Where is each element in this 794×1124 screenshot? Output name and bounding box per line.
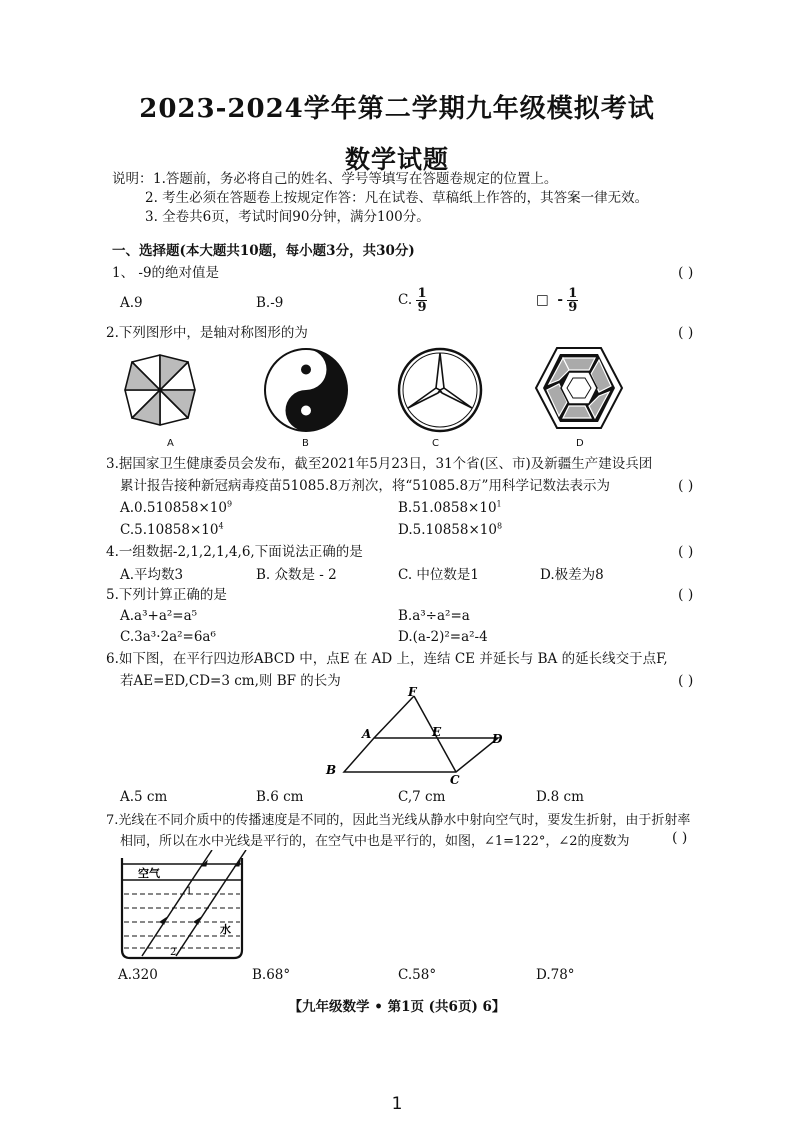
point-c-label: C <box>450 773 460 787</box>
q4-answer-paren: ( ) <box>678 544 694 560</box>
star-circle-figure <box>395 345 485 435</box>
q1-answer-paren: ( ) <box>678 265 694 281</box>
page-number: 1 <box>391 1094 403 1114</box>
fraction: $\frac{1}{9}$ <box>568 286 578 315</box>
angle-1-label: 1 <box>186 886 193 897</box>
instruction-3: 3. 全卷共6页，考试时间90分钟，满分100分。 <box>145 209 430 225</box>
q7-option-a: A.320 <box>118 967 158 983</box>
q6-stem-line1: 6.如下图，在平行四边形ABCD 中，点E 在 AD 上，连结 CE 并延长与 BA 的延长线交于点F, <box>106 651 668 667</box>
point-e-label: E <box>432 725 442 739</box>
q2-answer-paren: ( ) <box>678 325 694 341</box>
q5-option-a: A.a³+a²=a⁵ <box>120 608 198 624</box>
refraction-figure <box>116 850 252 966</box>
q5-option-c: C.3a³·2a²=6a⁶ <box>120 629 216 645</box>
exam-title: 2023-2024学年第二学期九年级模拟考试 <box>139 94 655 124</box>
q6-option-a: A.5 cm <box>120 789 168 805</box>
q4-option-a: A.平均数3 <box>120 567 184 583</box>
water-label: 水 <box>220 923 231 936</box>
fraction: $\frac{1}{9}$ <box>417 286 427 315</box>
instruction-1: 1.答题前，务必将自己的姓名、学号等填写在答题卷规定的位置上。 <box>153 171 558 187</box>
point-a-label: A <box>362 727 372 741</box>
q1-option-a: A.9 <box>120 295 143 311</box>
q6-option-c: C,7 cm <box>398 789 446 805</box>
air-label: 空气 <box>138 867 160 880</box>
instructions-prefix: 说明： <box>112 171 153 187</box>
q7-option-c: C.58° <box>398 967 437 983</box>
q5-option-d: D.(a-2)²=a²-4 <box>398 629 488 645</box>
q3-option-a: $A.0.510858\times 10^9$ <box>120 499 233 516</box>
exam-subtitle: 数学试题 <box>344 145 449 174</box>
hexagon-figure <box>533 344 625 432</box>
point-b-label: B <box>326 763 337 777</box>
q4-option-c: C. 中位数是1 <box>398 567 480 583</box>
q3-stem-line1: 3.据国家卫生健康委员会发布，截至2021年5月23日，31个省(区、市)及新疆生产建设兵团 <box>106 456 653 472</box>
q1-option-c: C. $\frac{1}{9}$ <box>398 286 427 315</box>
q1-stem: 1、 -9的绝对值是 <box>112 265 220 281</box>
figure-label-b: B <box>302 438 309 449</box>
figure-label-a: A <box>167 438 174 449</box>
figure-label-d: D <box>576 438 584 449</box>
q6-option-d: D.8 cm <box>536 789 584 805</box>
instruction-2: 2. 考生必须在答题卷上按规定作答：凡在试卷、草稿纸上作答的，其答案一律无效。 <box>145 190 649 206</box>
q3-option-b: $B.51.0858\times 10^1$ <box>398 499 502 516</box>
q7-option-d: D.78° <box>536 967 575 983</box>
point-f-label: F <box>408 686 417 699</box>
q6-option-b: B.6 cm <box>256 789 304 805</box>
section-title: 一、选择题(本大题共10题，每小题3分，共30分) <box>112 243 415 259</box>
pinwheel-figure <box>120 350 200 430</box>
angle-2-label: 2 <box>170 947 177 958</box>
q5-answer-paren: ( ) <box>678 587 694 603</box>
q3-answer-paren: ( ) <box>678 478 694 494</box>
q3-stem-line2: 累计报告接种新冠病毒疫苗51085.8万剂次，将“51085.8万”用科学记数法表示为 <box>120 478 610 494</box>
q3-option-d: $D.5.10858\times 10^8$ <box>398 521 503 538</box>
q7-option-b: B.68° <box>252 967 291 983</box>
figure-label-c: C <box>432 438 439 449</box>
q2-stem: 2.下列图形中，是轴对称图形的为 <box>106 325 308 341</box>
q4-stem: 4.一组数据-2,1,2,1,4,6,下面说法正确的是 <box>106 544 363 560</box>
q5-option-b: B.a³÷a²=a <box>398 608 470 624</box>
yin-yang-figure <box>262 346 350 434</box>
q4-option-b: B. 众数是 - 2 <box>256 567 337 583</box>
page-footer: 【九年级数学 • 第1页 (共6页) 6】 <box>288 999 506 1015</box>
q6-answer-paren: ( ) <box>678 673 694 689</box>
q5-stem: 5.下列计算正确的是 <box>106 587 227 603</box>
q7-stem-line1: 7.光线在不同介质中的传播速度是不同的，因此当光线从静水中射向空气时，要发生折射，由于折射率 <box>106 813 691 828</box>
q3-option-c: $C.5.10858\times 10^4$ <box>120 521 224 538</box>
q7-answer-paren: ( ) <box>672 830 688 846</box>
q4-option-d: D.极差为8 <box>540 567 604 583</box>
q7-stem-line2: 相同，所以在水中光线是平行的，在空气中也是平行的，如图，∠1=122°，∠2的度数为 <box>120 834 630 849</box>
q6-stem-line2: 若AE=ED,CD=3 cm,则 BF 的长为 <box>120 673 341 689</box>
q1-option-b: B.-9 <box>256 295 284 311</box>
q1-option-d: □ - $\frac{1}{9}$ <box>536 286 578 315</box>
parallelogram-figure <box>318 686 518 790</box>
point-d-label: D <box>492 732 503 746</box>
